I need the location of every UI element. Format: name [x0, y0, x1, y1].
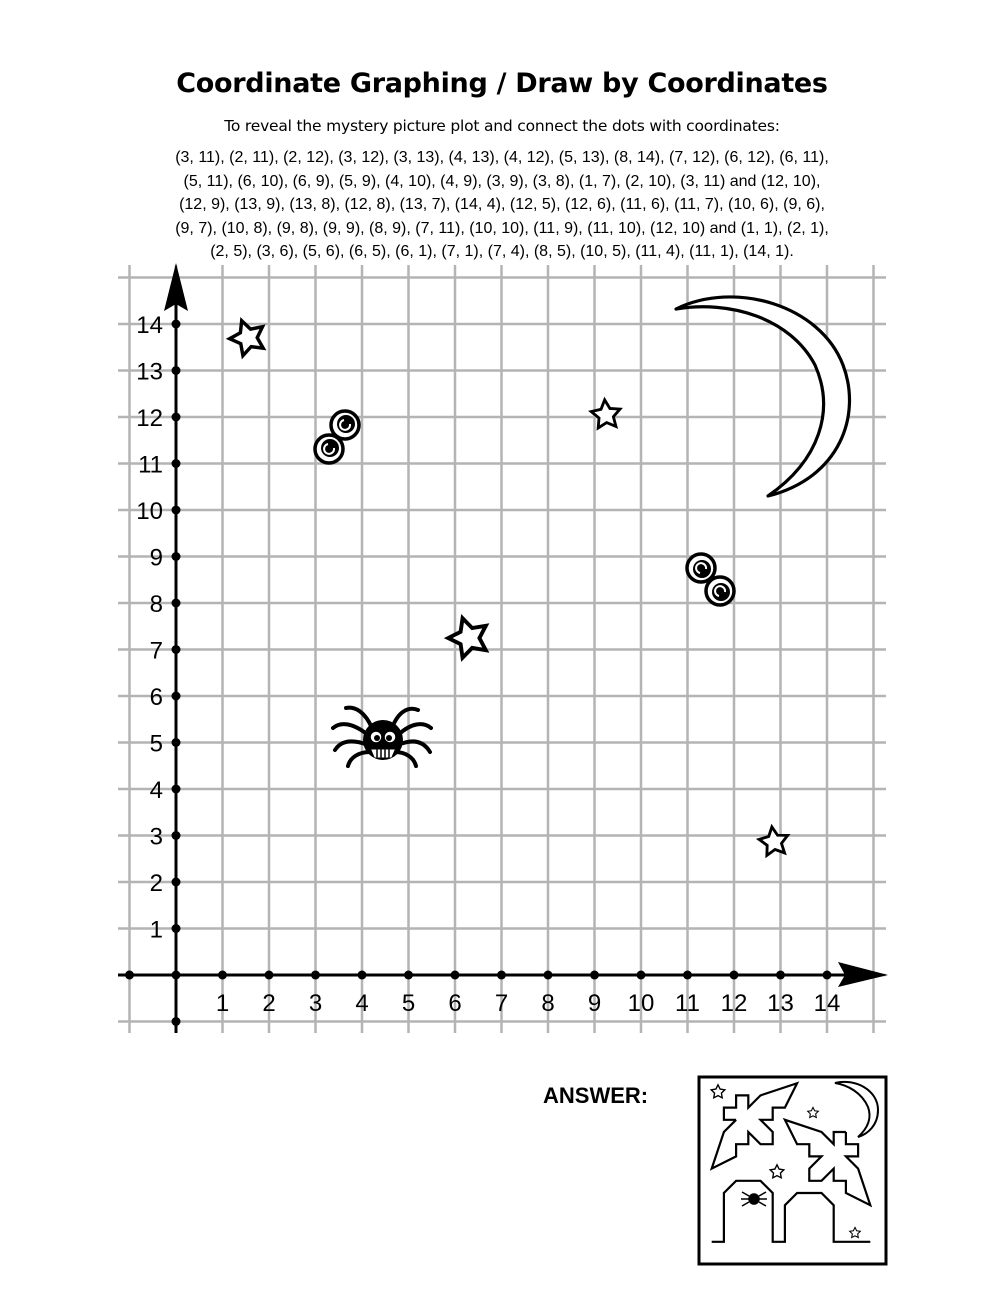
x-tick-label: 13: [767, 990, 794, 1017]
x-axis-arrow-icon: [838, 962, 888, 987]
axis-tick-dot: [172, 924, 181, 933]
instructions-text: To reveal the mystery picture plot and connect the dots with coordinates:: [224, 117, 780, 135]
axis-tick-dot: [172, 738, 181, 747]
y-tick-label: 8: [149, 591, 163, 618]
axis-tick-dot: [311, 971, 320, 980]
axis-tick-dot: [125, 971, 134, 980]
axis-tick-dot: [451, 971, 460, 980]
answer-spider-icon: [741, 1192, 767, 1206]
star-icon: [225, 315, 269, 358]
star-icon: [444, 612, 493, 660]
axis-tick-dot: [683, 971, 692, 980]
axis-tick-dot: [172, 971, 181, 980]
coordinate-line: (2, 5), (3, 6), (5, 6), (6, 5), (6, 1), (7, 1), (7, 4), (8, 5), (10, 5), (11, 4), (11, 1), (14, 1).: [210, 243, 794, 260]
y-axis-arrow-icon: [164, 263, 188, 311]
axis-tick-dot: [265, 971, 274, 980]
y-tick-label: 3: [149, 823, 163, 851]
axis-tick-dot: [172, 366, 181, 375]
axis-tick-dot: [172, 552, 181, 561]
crescent-moon-icon: [676, 297, 849, 496]
x-tick-label: 11: [675, 990, 700, 1017]
axis-tick-dot: [544, 971, 553, 980]
axis-tick-dot: [172, 459, 181, 468]
x-tick-label: 10: [627, 990, 655, 1017]
coordinate-line: (3, 11), (2, 11), (2, 12), (3, 12), (3, 13), (4, 13), (4, 12), (5, 13), (8, 14), (7, 12), (6, 12), (6, 11),: [175, 149, 829, 166]
y-tick-label: 10: [136, 498, 163, 525]
axis-tick-dot: [218, 971, 227, 980]
axis-tick-dot: [776, 971, 785, 980]
x-tick-label: 12: [720, 990, 748, 1017]
axis-tick-dot: [172, 506, 181, 515]
y-tick-label: 9: [149, 544, 163, 572]
eyes-icon: [315, 411, 359, 463]
y-tick-label: 4: [149, 777, 163, 804]
x-tick-label: 4: [355, 990, 369, 1017]
x-tick-label: 3: [308, 990, 323, 1017]
x-tick-label: 1: [215, 990, 230, 1017]
axis-tick-dot: [172, 878, 181, 887]
eyes-icon: [687, 554, 734, 605]
axis-tick-dot: [497, 971, 506, 980]
page-title: Coordinate Graphing / Draw by Coordinates: [176, 68, 828, 99]
axis-tick-dot: [172, 645, 181, 654]
coordinate-line: (9, 7), (10, 8), (9, 8), (9, 9), (8, 9), (7, 11), (10, 10), (11, 9), (11, 10), (12, 10) and (1, 1), (2, 1),: [175, 219, 829, 237]
y-tick-label: 7: [149, 637, 163, 665]
axis-tick-dot: [590, 971, 599, 980]
star-icon: [758, 825, 790, 856]
grid-lines: [118, 265, 886, 1033]
spider-icon: [333, 708, 431, 766]
x-tick-label: 9: [587, 990, 602, 1017]
x-tick-label: 14: [813, 990, 841, 1017]
axis-tick-dot: [172, 1017, 181, 1026]
axis-tick-dot: [730, 971, 739, 980]
x-tick-label: 6: [448, 990, 462, 1017]
axis-tick-dot: [172, 785, 181, 794]
axis-tick-dot: [358, 971, 367, 980]
y-tick-label: 2: [149, 870, 163, 897]
axis-tick-dot: [172, 599, 181, 608]
y-tick-label: 13: [136, 358, 163, 386]
axis-tick-dot: [172, 831, 181, 840]
axis-tick-dot: [172, 692, 181, 701]
y-tick-label: 14: [136, 312, 163, 339]
decorations: [225, 297, 849, 856]
y-tick-label: 11: [138, 451, 163, 479]
x-tick-label: 8: [541, 990, 555, 1017]
axes: [118, 263, 888, 1033]
y-tick-label: 5: [149, 730, 163, 758]
coordinate-line: (5, 11), (6, 10), (6, 9), (5, 9), (4, 10), (4, 9), (3, 9), (3, 8), (1, 7), (2, 10), (3, 11) and (12, 10),: [183, 172, 821, 190]
y-tick-label: 6: [149, 684, 163, 711]
answer-label: ANSWER:: [543, 1083, 649, 1108]
axis-tick-dot: [404, 971, 413, 980]
axis-tick-dot: [172, 413, 181, 422]
x-tick-label: 7: [494, 990, 509, 1017]
axis-tick-dot: [823, 971, 832, 980]
axis-tick-dot: [637, 971, 646, 980]
coordinate-line: (12, 9), (13, 9), (13, 8), (12, 8), (13, 7), (14, 4), (12, 5), (12, 6), (11, 6), (11, 7), (10, 6), (9, 6),: [179, 196, 825, 213]
axis-tick-dot: [172, 320, 181, 329]
y-tick-label: 1: [149, 916, 163, 944]
y-tick-label: 12: [136, 405, 163, 432]
answer-box: [699, 1077, 886, 1264]
x-tick-label: 5: [401, 990, 416, 1017]
x-tick-label: 2: [262, 990, 276, 1017]
